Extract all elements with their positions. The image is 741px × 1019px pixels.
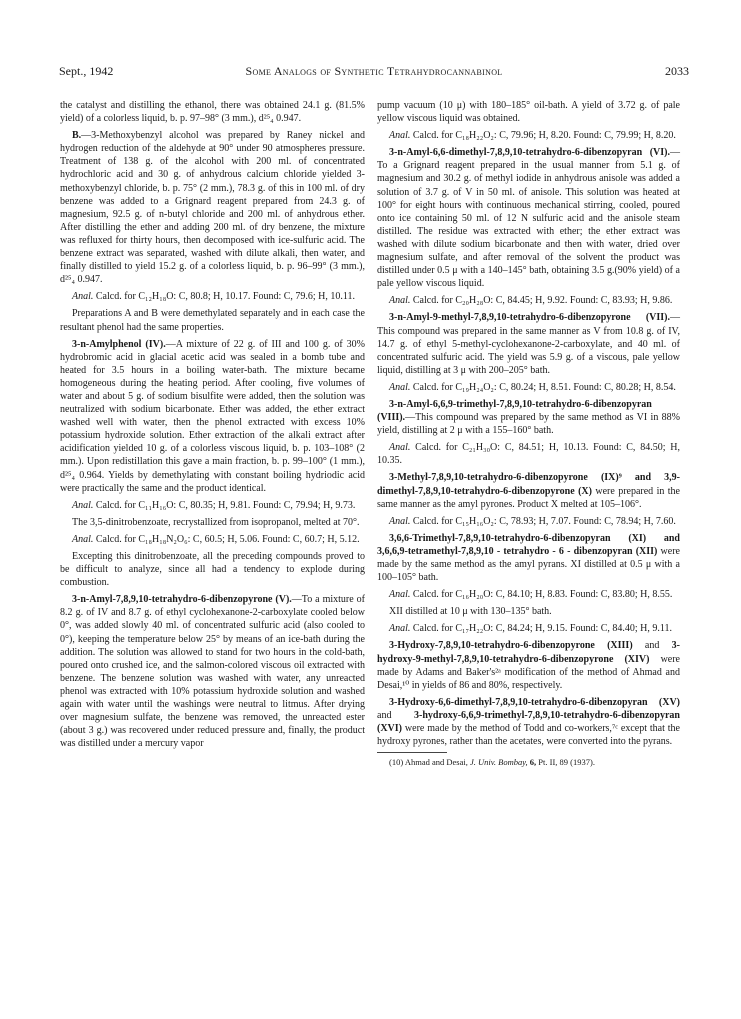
section-heading: 3,6,6-Trimethyl-7,8,9,10-tetrahydro-6-dibenzopyran (XI) and 3,6,6,9-tetramethyl-7,8,9,10 - tetrahydro - 6 - dibenzopyran (XII) <box>377 532 680 557</box>
section-heading: 3-n-Amyl-6,6,9-trimethyl-7,8,9,10-tetrahydro-6-dibenzopyran (VIII). <box>377 398 652 424</box>
paragraph-text: —This compound was prepared in the same manner as V from 10.8 g. of IV, 14.7 g. of ethyl 5-methyl-cyclohexanone-2-carboxylate, and 40 ml. of concentrated sulfuric acid. The yield was 5.9 g. of a viscous, pale yellow liquid, distilling at 3 μ with 200–205° bath. <box>377 312 680 376</box>
analysis-text: Calcd. for C₁₈H₁₈N₂O₆: C, 60.5; H, 5.06. Found: C, 60.7; H, 5.12. <box>95 533 360 545</box>
footnote-citation: Pt. II, 89 (1937). <box>538 757 595 768</box>
section-heading: 3-n-Amyl-6,6-dimethyl-7,8,9,10-tetrahydro-6-dibenzopyran (VI). <box>389 147 670 159</box>
paragraph <box>377 532 680 584</box>
running-header <box>59 64 689 82</box>
analysis-text: Calcd. for C₁₅H₁₆O₂: C, 78.93; H, 7.07. Found: C, 78.94; H, 7.60. <box>412 515 676 527</box>
analysis-line <box>377 294 680 307</box>
paragraph: the catalyst and distilling the ethanol, there was obtained 24.1 g. (81.5% yield) of a colorless liquid, b. p. 97–98° (3 mm.), d²⁵₄ 0.947. <box>60 100 365 125</box>
header-date: Sept., 1942 <box>59 64 114 78</box>
paragraph: Excepting this dinitrobenzoate, all the preceding compounds proved to be difficult to analyze, since all had a tendency to explode during combustion. <box>60 551 365 589</box>
section-heading: B. <box>72 130 82 142</box>
section-heading: 3-n-Amylphenol (IV). <box>72 338 166 350</box>
analysis-text: Calcd. for C₁₇H₂₂O: C, 84.24; H, 9.15. Found: C, 84.40; H, 9.11. <box>412 623 673 635</box>
paragraph-text: were made by the same method as the amyl pyrans. XI distilled at 0.5 μ with a 100–105° bath. <box>377 545 680 584</box>
analysis-text: Calcd. for C₂₁H₃₀O: C, 84.51; H, 10.13. Found: C, 84.50; H, 10.35. <box>377 442 680 467</box>
footnote-divider <box>377 752 447 753</box>
right-column <box>377 99 680 772</box>
analysis-label: Anal. <box>389 442 411 454</box>
analysis-text: Calcd. for C₁₈H₂₂O₂: C, 79.96; H, 8.20. Found: C, 79.99; H, 8.20. <box>412 130 676 142</box>
analysis-line <box>377 441 680 467</box>
analysis-label: Anal. <box>72 291 94 303</box>
paragraph <box>377 398 680 437</box>
paragraph-text: —3-Methoxybenzyl alcohol was prepared by Raney nickel and hydrogen reduction of the aldehyde at 90° under 90 atmospheres pressure. Treatment of 138 g. of the alcohol with 200 ml. of concentrated hydrochloric acid and 30 g. of anhydrous calcium chloride yielded 3-methoxybenzyl chloride, b. p. 75° (2 mm.), 78.3 g. of this in 100 ml. of dry benzene was added to a Grignard reagent prepared from 24.3 g. of magnesium, 92.5 g. of n-butyl chloride and 200 ml. of anhydrous ether. After distilling the ether and adding 200 ml. of dry benzene, the mixture was refluxed for thirty hours, then decomposed with ice-sulfuric acid. The benzene extract was separated, washed with dilute alkali, then water, and finally distilled to yield 15.2 g. of a colorless liquid, b. p. 96–99° (3 mm.), d²⁵₄ 0.947. <box>60 130 365 286</box>
analysis-label: Anal. <box>389 130 411 142</box>
section-heading: 3-Methyl-7,8,9,10-tetrahydro-6-dibenzopyrone (IX)⁹ and 3,9-dimethyl-7,8,9,10-tetrahydro-6-dibenzopyrone (X) <box>377 472 680 497</box>
analysis-label: Anal. <box>72 533 94 545</box>
analysis-label: Anal. <box>389 381 411 393</box>
analysis-label: Anal. <box>389 623 411 635</box>
analysis-label: Anal. <box>389 295 411 307</box>
paragraph-text: —A mixture of 22 g. of III and 100 g. of 30% hydrobromic acid in glacial acetic acid was sealed in a bomb tube and heated for 3.5 hours in a boiling water-bath. The mixture became homogeneous during the heating period. After cooling, five volumes of water and about 5 g. of sodium bisulfite were added, then the solution was neutralized with sodium bicarbonate. Ether was added, the ether extract washed well with water, then the phenol extracted with excess 10% potassium hydroxide solution. Ether extraction of the alkali extract after acidification yielded 10 g. of a colorless viscous liquid, b. p. 103–108° (2 mm.). Upon redistillation this gave a main fraction, b. p. 99–100° (1 mm.), d²⁵₄ 0.964. Yields by demethylating with constant boiling hydriodic acid were practically the same and the product identical. <box>60 338 365 494</box>
paragraph <box>60 593 365 750</box>
analysis-text: Calcd. for C₂₀H₂₈O: C, 84.45; H, 9.92. Found: C, 83.93; H, 9.86. <box>412 295 673 307</box>
paragraph <box>377 639 680 691</box>
left-column <box>60 99 365 754</box>
paragraph-text: were made by Adams and Baker's²ᵃ modification of the method of Ahmad and Desai,¹⁰ in yields of 86 and 80%, respectively. <box>377 653 680 691</box>
analysis-text: Calcd. for C₁₂H₁₈O: C, 80.8; H, 10.17. Found: C, 79.6; H, 10.11. <box>95 291 356 303</box>
analysis-text: Calcd. for C₁₁H₁₆O: C, 80.35; H, 9.81. Found: C, 79.94; H, 9.73. <box>95 499 356 511</box>
footnote-volume: 6, <box>529 757 537 768</box>
paragraph: The 3,5-dinitrobenzoate, recrystallized from isopropanol, melted at 70°. <box>72 516 360 528</box>
paragraph-text: —To a Grignard reagent prepared in the usual manner from 5.1 g. of magnesium and 30.2 g. of methyl iodide in anhydrous anisole was added a solution of 3.7 g. of V in 50 ml. of anisole. This solution was heated at 100° for eight hours with continuous mechanical stirring, cooled, poured onto ice containing 50 ml. of 12 N sulfuric acid and the anisole steam distilled. The residue was extracted with ether; the ether extract was washed with dilute sodium bicarbonate and then with water, dried over magnesium sulfate, and after removal of the solvent the product was distilled under 0.5 μ with a 140–145° bath, obtaining 3.5 g.(90% yield) of a pale yellow viscous liquid. <box>377 147 680 290</box>
footnote <box>377 757 680 768</box>
analysis-line <box>60 499 365 512</box>
analysis-label: Anal. <box>72 499 94 511</box>
analysis-text: Calcd. for C₁₉H₂₄O₂: C, 80.24; H, 8.51. Found: C, 80.28; H, 8.54. <box>412 381 676 393</box>
analysis-label: Anal. <box>389 589 411 601</box>
paragraph <box>377 311 680 376</box>
section-heading: 3-hydroxy-6,6,9-trimethyl-7,8,9,10-tetrahydro-6-dibenzopyran (XVI) <box>377 709 680 735</box>
page-number: 2033 <box>665 64 689 78</box>
paragraph <box>60 129 365 286</box>
paragraph: XII distilled at 10 μ with 130–135° bath. <box>389 606 552 618</box>
footnote-journal: J. Univ. Bombay, <box>469 757 528 768</box>
section-heading: 3-Hydroxy-7,8,9,10-tetrahydro-6-dibenzopyrone (XIII) <box>389 640 633 652</box>
paragraph-text: —To a mixture of 8.2 g. of IV and 8.7 g. of ethyl cyclohexanone-2-carboxylate cooled below 0°, was added slowly 40 ml. of concentrated sulfuric acid (also cooled to 0°), keeping the temperature below 25° by means of an ice-bath during the addition. The solution was allowed to stand for two hours in the cold-bath, poured onto crushed ice, and the salmon-colored viscous oil extracted with benzene. The benzene solution was washed with water, any unreacted phenol was extracted with 10% potassium hydroxide solution and washed again with water until the washings were neutral to litmus. After drying over magnesium sulfate, the benzene was removed, the unreacted ester (about 3 g.) was recovered under reduced pressure and, finally, the product was distilled under a mercury vapor <box>60 594 365 750</box>
paragraph <box>377 696 680 748</box>
header-title: Some Analogs of Synthetic Tetrahydrocannabinol <box>245 64 503 78</box>
section-heading: 3-n-Amyl-7,8,9,10-tetrahydro-6-dibenzopyrone (V). <box>72 594 292 606</box>
paragraph <box>377 471 680 510</box>
paragraph-text: —This compound was prepared by the same method as VI in 88% yield, distilling at 2 μ with a 155–160° bath. <box>377 412 680 437</box>
analysis-line <box>377 381 680 394</box>
analysis-line <box>377 622 680 635</box>
paragraph <box>60 338 365 495</box>
analysis-line <box>60 290 365 303</box>
paragraph-text: and <box>632 640 672 652</box>
analysis-text: Calcd. for C₁₆H₂₀O: C, 84.10; H, 8.83. Found: C, 83.80; H, 8.55. <box>412 589 673 601</box>
section-heading: 3-hydroxy-9-methyl-7,8,9,10-tetrahydro-6-dibenzopyrone (XIV) <box>377 640 680 665</box>
analysis-line <box>377 588 680 601</box>
paragraph-text: were prepared in the same manner as the amyl pyrones. Product X melted at 105–106°. <box>377 485 680 510</box>
analysis-label: Anal. <box>389 515 411 527</box>
section-heading: 3-Hydroxy-6,6-dimethyl-7,8,9,10-tetrahydro-6-dibenzopyran (XV) <box>389 696 680 708</box>
section-heading: 3-n-Amyl-9-methyl-7,8,9,10-tetrahydro-6-dibenzopyrone (VII). <box>389 312 670 324</box>
footnote-authors: Ahmad and Desai, <box>404 757 468 768</box>
paragraph: pump vacuum (10 μ) with 180–185° oil-bath. A yield of 3.72 g. of pale yellow viscous liquid was obtained. <box>377 100 680 125</box>
analysis-line <box>377 515 680 528</box>
analysis-line <box>377 129 680 142</box>
paragraph-text: were made by the method of Todd and co-workers,⁷ᶜ except that the hydroxy pyrones, rather than the acetates, were converted into the pyrans. <box>377 723 680 748</box>
footnote-number: (10) <box>389 757 404 768</box>
paragraph <box>377 146 680 290</box>
analysis-line <box>60 533 365 546</box>
paragraph: Preparations A and B were demethylated separately and in each case the resultant phenol had the same properties. <box>60 308 365 333</box>
paragraph-text: and <box>377 709 414 721</box>
